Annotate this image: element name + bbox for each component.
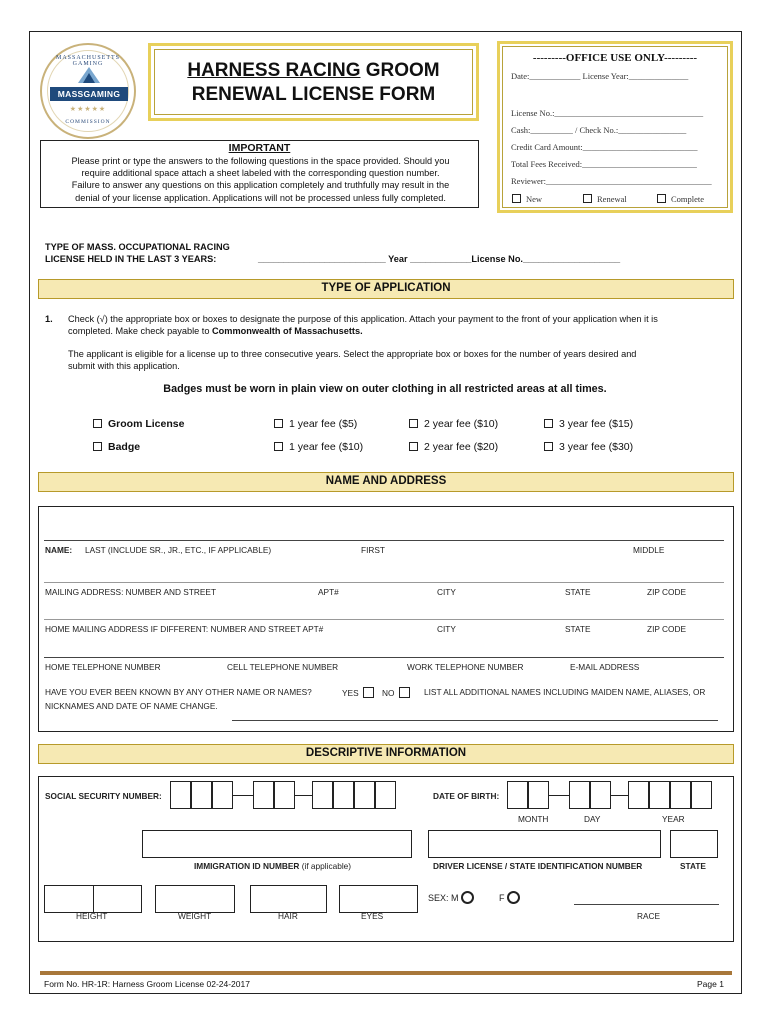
ssn-digit[interactable] xyxy=(253,781,274,809)
office-license-no-field[interactable]: License No.:___________________________________ xyxy=(511,108,704,118)
logo-ring-bottom-text: COMMISSION xyxy=(65,119,111,125)
massgaming-logo xyxy=(40,43,136,139)
ssn-digit[interactable] xyxy=(375,781,396,809)
cell-phone-label: CELL TELEPHONE NUMBER xyxy=(227,662,339,672)
day-label: DAY xyxy=(584,814,601,824)
license-held-label-1: TYPE OF MASS. OCCUPATIONAL RACING xyxy=(45,242,230,252)
eligibility-text-1: The applicant is eligible for a license up to three consecutive years. Select the appropriate box or boxes for the number of years desired and xyxy=(68,349,637,359)
email-label: E-MAIL ADDRESS xyxy=(570,662,640,672)
mailing-input-line[interactable] xyxy=(44,582,724,583)
eyes-label: EYES xyxy=(361,911,384,921)
logo-ring-top-text: MASSACHUSETTS GAMING xyxy=(55,55,120,67)
license-held-year-field[interactable]: _________________________ Year ____________License No.___________________ xyxy=(258,254,621,264)
important-line: require additional space attach a sheet labeled with the corresponding question number. xyxy=(81,168,440,179)
apt-label: APT# xyxy=(318,587,339,597)
important-heading: IMPORTANT xyxy=(228,142,291,154)
form-title-line1 xyxy=(151,60,476,82)
logo-stars: ★★★★★ xyxy=(69,106,107,113)
height-label: HEIGHT xyxy=(76,911,108,921)
ssn-digit[interactable] xyxy=(354,781,375,809)
ssn-digit[interactable] xyxy=(312,781,333,809)
title-rest: GROOM xyxy=(360,60,440,81)
dob-digit[interactable] xyxy=(569,781,590,809)
office-total-fees-field[interactable]: Total Fees Received:___________________________ xyxy=(511,159,697,169)
office-renewal-checkbox[interactable]: Renewal xyxy=(583,194,627,204)
dob-digit[interactable] xyxy=(628,781,649,809)
groom-3-year-checkbox[interactable]: 3 year fee ($15) xyxy=(544,418,633,430)
dob-digit[interactable] xyxy=(649,781,670,809)
name-label: NAME: xyxy=(45,545,73,555)
dob-digit[interactable] xyxy=(590,781,611,809)
title-underlined: HARNESS RACING xyxy=(187,60,361,81)
home-mailing-input-line[interactable] xyxy=(44,619,724,620)
yes-option[interactable]: YES xyxy=(342,687,374,698)
zip-label: ZIP CODE xyxy=(647,587,687,597)
important-notice xyxy=(40,140,479,208)
home-city-label: CITY xyxy=(437,624,456,634)
application-instruction-2: completed. Make check payable to Commonwealth of Massachusetts. xyxy=(68,326,363,336)
weight-input[interactable] xyxy=(155,885,235,913)
office-use-box xyxy=(497,41,733,213)
license-state-input[interactable] xyxy=(670,830,718,858)
dob-digit[interactable] xyxy=(691,781,712,809)
hair-input[interactable] xyxy=(250,885,327,913)
month-label: MONTH xyxy=(518,814,549,824)
office-reviewer-field[interactable]: Reviewer:_______________________________________ xyxy=(511,176,712,186)
last-name-label: LAST (INCLUDE SR., JR., ETC., IF APPLICABLE) xyxy=(85,545,272,555)
office-date-field[interactable]: Date:____________ License Year:______________ xyxy=(511,71,689,81)
list-names-instruction: LIST ALL ADDITIONAL NAMES INCLUDING MAIDEN NAME, ALIASES, OR xyxy=(424,687,706,697)
year-label: YEAR xyxy=(662,814,685,824)
other-names-input-line[interactable] xyxy=(232,720,718,721)
weight-label: WEIGHT xyxy=(178,911,212,921)
home-zip-label: ZIP CODE xyxy=(647,624,687,634)
important-line: Please print or type the answers to the following questions in the space provided. Should you xyxy=(71,156,450,166)
section-name-and-address: NAME AND ADDRESS xyxy=(38,472,734,492)
badge-3-year-checkbox[interactable]: 3 year fee ($30) xyxy=(544,441,633,453)
form-number: Form No. HR-1R: Harness Groom License 02-24-2017 xyxy=(44,979,250,989)
sex-male-option[interactable]: SEX: M xyxy=(428,891,474,904)
race-input-line[interactable] xyxy=(574,904,719,905)
driver-license-label: DRIVER LICENSE / STATE IDENTIFICATION NUMBER xyxy=(433,861,643,871)
groom-license-checkbox[interactable]: Groom License xyxy=(93,418,184,430)
driver-license-input[interactable] xyxy=(428,830,661,858)
home-phone-label: HOME TELEPHONE NUMBER xyxy=(45,662,161,672)
office-credit-field[interactable]: Credit Card Amount:___________________________ xyxy=(511,142,698,152)
page-number: Page 1 xyxy=(697,979,724,989)
license-held-label-2: LICENSE HELD IN THE LAST 3 YEARS: xyxy=(45,254,217,264)
mailing-address-label: MAILING ADDRESS: NUMBER AND STREET xyxy=(45,587,217,597)
ssn-digit[interactable] xyxy=(333,781,354,809)
application-instruction-1: Check (√) the appropriate box or boxes to designate the purpose of this application. Attach your payment to the front of your application when it is xyxy=(68,314,658,324)
ssn-dash xyxy=(233,795,253,796)
badge-2-year-checkbox[interactable]: 2 year fee ($20) xyxy=(409,441,498,453)
eligibility-text-2: submit with this application. xyxy=(68,361,180,371)
badge-checkbox[interactable]: Badge xyxy=(93,441,140,453)
dob-digit[interactable] xyxy=(670,781,691,809)
dob-dash xyxy=(549,795,569,796)
item-number: 1. xyxy=(45,314,53,324)
office-new-checkbox[interactable]: New xyxy=(512,194,542,204)
license-state-label: STATE xyxy=(680,861,706,871)
dob-digit[interactable] xyxy=(528,781,549,809)
immigration-id-input[interactable] xyxy=(142,830,412,858)
groom-1-year-checkbox[interactable]: 1 year fee ($5) xyxy=(274,418,357,430)
home-mailing-label: HOME MAILING ADDRESS IF DIFFERENT: NUMBER AND STREET APT# xyxy=(45,624,324,634)
middle-name-label: MIDDLE xyxy=(633,545,665,555)
ssn-digit[interactable] xyxy=(212,781,233,809)
footer-rule xyxy=(40,971,732,975)
first-name-label: FIRST xyxy=(361,545,385,555)
no-option[interactable]: NO xyxy=(382,687,410,698)
sex-female-option[interactable]: F xyxy=(499,891,520,904)
office-use-title: ---------OFFICE USE ONLY--------- xyxy=(532,52,698,64)
name-input-line[interactable] xyxy=(44,540,724,541)
important-line: Failure to answer any questions on this application completely and truthfully may result in the xyxy=(71,180,450,191)
ssn-digit[interactable] xyxy=(170,781,191,809)
immigration-id-label: IMMIGRATION ID NUMBER (if applicable) xyxy=(194,861,352,871)
section-type-of-application: TYPE OF APPLICATION xyxy=(38,279,734,299)
dob-digit[interactable] xyxy=(507,781,528,809)
ssn-label: SOCIAL SECURITY NUMBER: xyxy=(45,791,162,801)
ssn-digit[interactable] xyxy=(274,781,295,809)
ssn-digit[interactable] xyxy=(191,781,212,809)
badge-1-year-checkbox[interactable]: 1 year fee ($10) xyxy=(274,441,363,453)
important-text xyxy=(45,155,476,204)
phone-input-line[interactable] xyxy=(44,657,724,658)
logo-mark-icon xyxy=(78,65,100,83)
badges-notice: Badges must be worn in plain view on outer clothing in all restricted areas at all times. xyxy=(163,383,607,395)
height-divider xyxy=(93,885,94,913)
groom-2-year-checkbox[interactable]: 2 year fee ($10) xyxy=(409,418,498,430)
hair-label: HAIR xyxy=(278,911,298,921)
state-label: STATE xyxy=(565,587,591,597)
office-cash-field[interactable]: Cash:__________ / Check No.:________________ xyxy=(511,125,687,135)
office-complete-checkbox[interactable]: Complete xyxy=(657,194,704,204)
list-names-instruction-2: NICKNAMES AND DATE OF NAME CHANGE. xyxy=(45,701,218,711)
city-label: CITY xyxy=(437,587,456,597)
race-label: RACE xyxy=(637,911,661,921)
work-phone-label: WORK TELEPHONE NUMBER xyxy=(407,662,524,672)
dob-label: DATE OF BIRTH: xyxy=(433,791,500,801)
other-names-question: HAVE YOU EVER BEEN KNOWN BY ANY OTHER NAME OR NAMES? xyxy=(45,687,312,697)
eyes-input[interactable] xyxy=(339,885,418,913)
ssn-dash xyxy=(295,795,312,796)
section-descriptive-information: DESCRIPTIVE INFORMATION xyxy=(38,744,734,764)
dob-dash xyxy=(611,795,628,796)
form-title-box xyxy=(148,43,479,121)
important-line: denial of your license application. Applications will not be processed unless fully completed. xyxy=(75,192,446,203)
form-title-line2: RENEWAL LICENSE FORM xyxy=(191,84,436,105)
home-state-label: STATE xyxy=(565,624,591,634)
logo-wordmark: MASSGAMING xyxy=(50,87,128,101)
